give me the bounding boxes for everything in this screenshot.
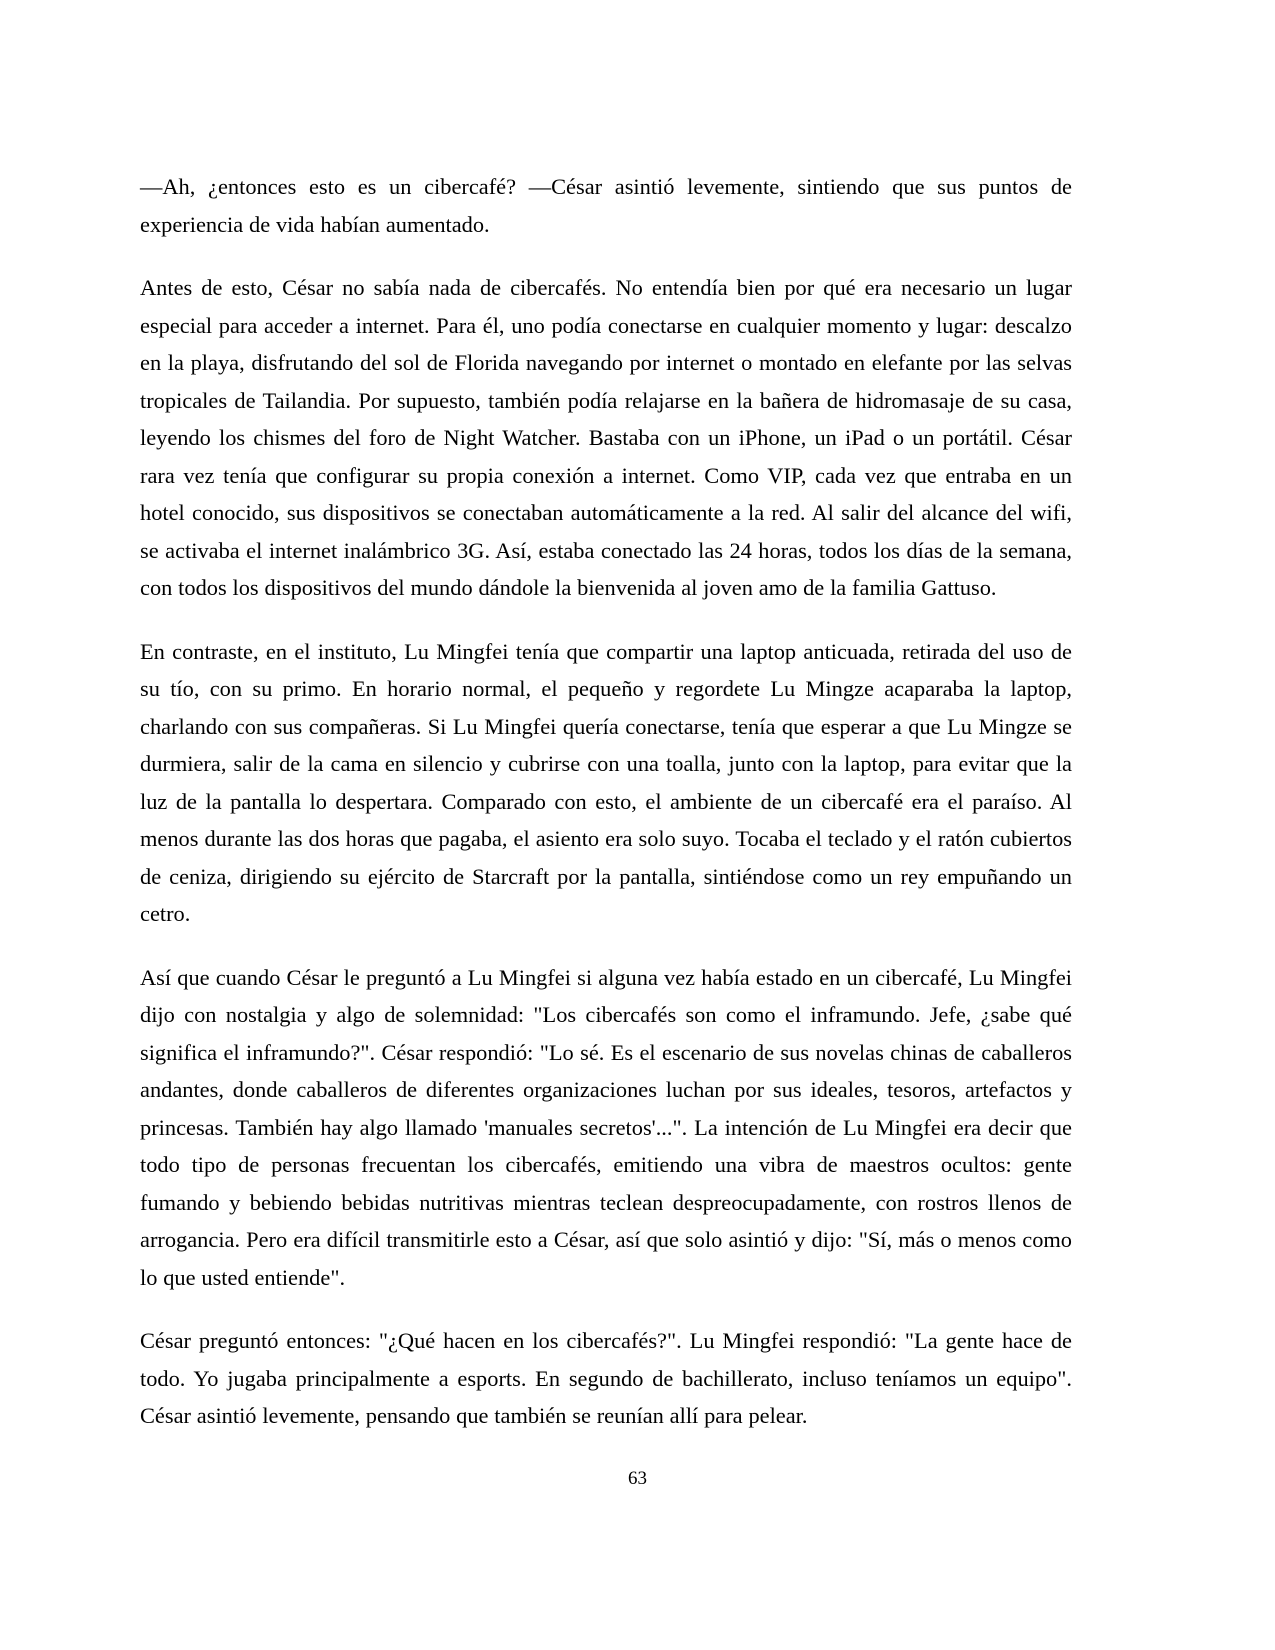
paragraph: Así que cuando César le preguntó a Lu Mingfei si alguna vez había estado en un cibercafé, Lu Mingfei dijo con nostalgia y algo de solemnidad: "Los cibercafés son como el inframundo. Jefe, ¿sabe qué significa el inframundo?". César respondió: "Lo sé. Es el escenario de sus novelas chinas de caballeros andantes, donde caballeros de diferentes organizaciones luchan por sus ideales, tesoros, artefactos y princesas. También hay algo llamado 'manuales secretos'...". La intención de Lu Mingfei era decir que todo tipo de personas frecuentan los cibercafés, emitiendo una vibra de maestros ocultos: gente fumando y bebiendo bebidas nutritivas mientras teclean despreocupadamente, con rostros llenos de arrogancia. Pero era difícil transmitirle esto a César, así que solo asintió y dijo: "Sí, más o menos como lo que usted entiende".	[140, 964, 1072, 1290]
paragraph: Antes de esto, César no sabía nada de cibercafés. No entendía bien por qué era necesario un lugar especial para acceder a internet. Para él, uno podía conectarse en cualquier momento y lugar: descalzo en la playa, disfrutando del sol de Florida navegando por internet o montado en elefante por las selvas tropicales de Tailandia. Por supuesto, también podía relajarse en la bañera de hidromasaje de su casa, leyendo los chismes del foro de Night Watcher. Bastaba con un iPhone, un iPad o un portátil. César rara vez tenía que configurar su propia conexión a internet. Como VIP, cada vez que entraba en un hotel conocido, sus dispositivos se conectaban automáticamente a la red. Al salir del alcance del wifi, se activaba el internet inalámbrico 3G. Así, estaba conectado las 24 horas, todos los días de la semana, con todos los dispositivos del mundo dándole la bienvenida al joven amo de la familia Gattuso.	[140, 275, 1072, 600]
paragraph: En contraste, en el instituto, Lu Mingfei tenía que compartir una laptop anticuada, retirada del uso de su tío, con su primo. En horario normal, el pequeño y regordete Lu Mingze acaparaba la laptop, charlando con sus compañeras. Si Lu Mingfei quería conectarse, tenía que esperar a que Lu Mingze se durmiera, salir de la cama en silencio y cubrirse con una toalla, junto con la laptop, para evitar que la luz de la pantalla lo despertara. Comparado con esto, el ambiente de un cibercafé era el paraíso. Al menos durante las dos horas que pagaba, el asiento era solo suyo. Tocaba el teclado y el ratón cubiertos de ceniza, dirigiendo su ejército de Starcraft por la pantalla, sintiéndose como un rey empuñando un cetro.	[140, 638, 1072, 926]
page-number: 63	[628, 1468, 647, 1489]
paragraph: —Ah, ¿entonces esto es un cibercafé? —César asintió levemente, sintiendo que sus puntos de experiencia de vida habían aumentado.	[140, 174, 1072, 237]
page-body-text	[140, 168, 1072, 1435]
paragraph: César preguntó entonces: "¿Qué hacen en los cibercafés?". Lu Mingfei respondió: "La gente hace de todo. Yo jugaba principalmente a esports. En segundo de bachillerato, incluso teníamos un equipo". César asintió levemente, pensando que también se reunían allí para pelear.	[140, 1328, 1072, 1428]
